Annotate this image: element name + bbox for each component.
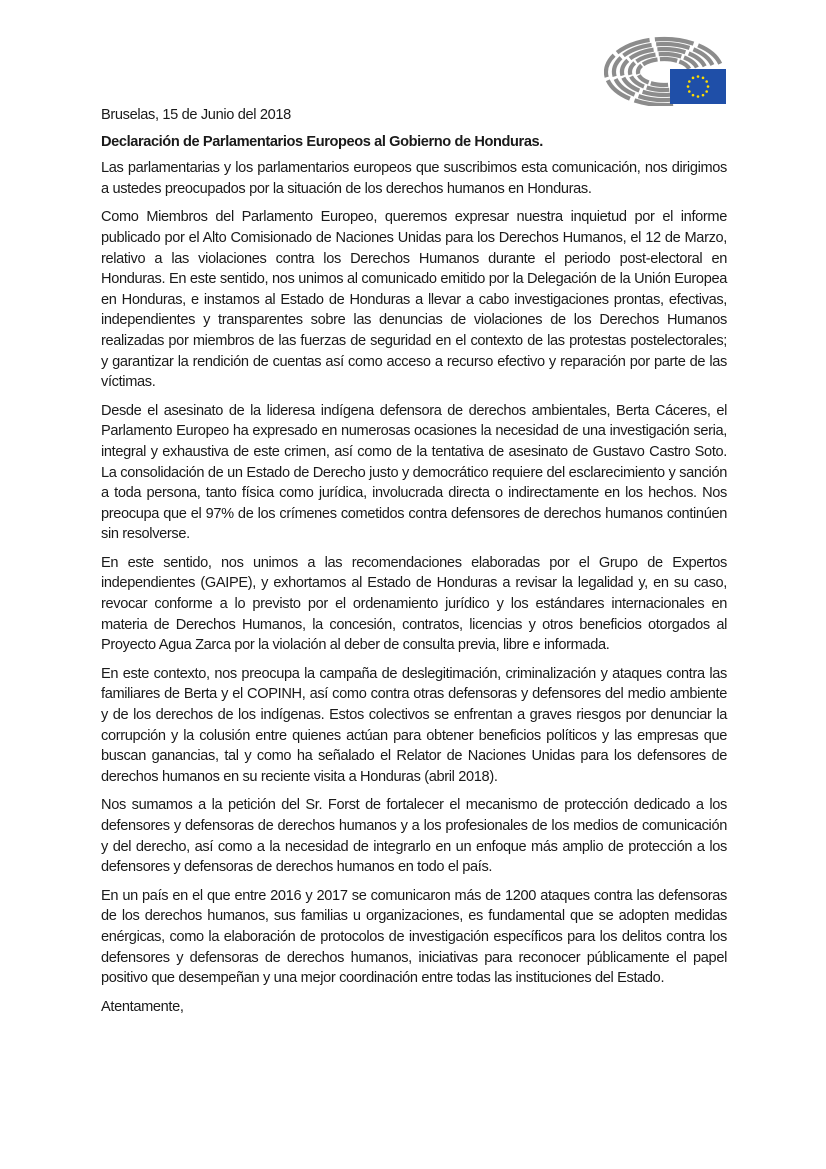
paragraph: En este contexto, nos preocupa la campaña de deslegitimación, criminalización y ataques contra las familiares de Berta y el COPINH, así como contra otras defensoras y defensores del medio ambiente y de los derechos de los indígenas. Estos colectivos se enfrentan a graves riesgos por denunciar la corrupción y la colusión entre quienes actúan para obtener beneficios políticos y las empresas que buscan ganancias, tal y como ha señalado el Relator de Naciones Unidas para los defensores de derechos humanos en su reciente visita a Honduras (abril 2018). bbox=[101, 665, 727, 785]
hemicycle-seat-row bbox=[657, 49, 685, 52]
letter-date: Bruselas, 15 de Junio del 2018 bbox=[101, 107, 291, 123]
hemicycle-seat-row bbox=[647, 88, 670, 91]
eu-star bbox=[687, 85, 690, 88]
eu-star bbox=[692, 94, 695, 97]
eu-star bbox=[702, 94, 705, 97]
hemicycle-seat-row bbox=[660, 59, 677, 61]
eu-star bbox=[702, 77, 705, 80]
letter-body bbox=[101, 105, 727, 1025]
hemicycle-seat-row bbox=[630, 63, 635, 75]
hemicycle-seat-row bbox=[643, 92, 671, 95]
hemicycle-seat-row bbox=[638, 65, 642, 74]
hemicycle-seat-row bbox=[643, 59, 658, 64]
eu-star bbox=[697, 75, 700, 78]
paragraph: Las parlamentarias y los parlamentarios europeos que suscribimos esta comunicación, nos dirigimos a ustedes preocupados por la situación de los derechos humanos en Honduras. bbox=[101, 160, 727, 197]
eu-star bbox=[688, 80, 691, 83]
paragraph: Desde el asesinato de la lideresa indígena defensora de derechos ambientales, Berta Cáceres, el Parlamento Europeo ha expresado en numerosas ocasiones la necesidad de una investigación seria, integral y exhaustiva de este crimen, así como de la tentativa de asesinato de Gustavo Castro Soto. La consolidación de un Estado de Derecho justo y democrático requiere del esclarecimiento y sanción a toda persona, tanto física como jurídica, involucrada directa o indirectamente en los hechos. Nos preocupa que el 97% de los crímenes cometidos contra defensores de derechos humanos continúen sin resolverse. bbox=[101, 402, 727, 543]
eu-flag-icon bbox=[670, 69, 726, 104]
eu-star bbox=[705, 80, 708, 83]
letter-title: Declaración de Parlamentarios Europeos al Gobierno de Honduras. bbox=[101, 133, 543, 150]
paragraph: En un país en el que entre 2016 y 2017 se comunicaron más de 1200 ataques contra las defensoras de los derechos humanos, sus familias u organizaciones, es fundamental que se adopten medidas enérgicas, como la elaboración de protocolos de investigación específicos para los delitos contra los defensores y defensoras de derechos humanos, iniciativas para reconocer públicamente el papel positivo que desempeñan y una mejor coordinación entre todas las instituciones del Estado. bbox=[101, 887, 727, 987]
eu-star bbox=[707, 85, 710, 88]
eu-star bbox=[697, 95, 700, 98]
hemicycle-seat-row bbox=[659, 54, 682, 57]
hemicycle-seat-row bbox=[622, 60, 628, 75]
eu-star bbox=[705, 90, 708, 93]
paragraph: En este sentido, nos unimos a las recomendaciones elaboradas por el Grupo de Expertos independientes (GAIPE), y exhortamos al Estado de Honduras a revisar la legalidad y, en su caso, revocar conforme a lo previsto por el ordenamiento jurídico y los estándares internacionales en materia de Derechos Humanos, la concesión, contratos, licencias y otros beneficios otorgados al Proyecto Agua Zarca por la violación al deber de consulta previa, libre e informada. bbox=[101, 554, 727, 654]
hemicycle-seat-row bbox=[679, 62, 689, 69]
paragraph: Nos sumamos a la petición del Sr. Forst de fortalecer el mecanismo de protección dedicado a los defensores y defensoras de derechos humanos y a los profesionales de los medios de comunicación y del derecho, así como a la necesidad de integrarlo en un enfoque más amplio de protección a los defensores y defensoras de derechos humanos en todo el país. bbox=[101, 797, 727, 876]
european-parliament-logo-icon bbox=[604, 36, 728, 106]
hemicycle-seat-row bbox=[651, 83, 668, 85]
hemicycle-seat-row bbox=[639, 75, 649, 82]
paragraph: Como Miembros del Parlamento Europeo, queremos expresar nuestra inquietud por el informe publicado por el Alto Comisionado de Naciones Unidas para los Derechos Humanos, el 12 de Marzo, relativo a las violaciones contra los Derechos Humanos durante el periodo post-electoral en Honduras. En este sentido, nos unimos al comunicado emitido por la Delegación de la Unión Europea en Honduras, e instamos al Estado de Honduras a llevar a cabo investigaciones prontas, efectivas, independientes y transparentes sobre las denuncias de violaciones de los Derechos Humanos realizadas por miembros de las fuerzas de seguridad en el contexto de las protestas postelectorales; y garantizar la rendición de cuentas así como acceso a recurso efectivo y reparación por parte de las víctimas. bbox=[101, 209, 727, 391]
eu-star bbox=[692, 77, 695, 80]
eu-star bbox=[688, 90, 691, 93]
letter-closing: Atentamente, bbox=[101, 998, 184, 1015]
